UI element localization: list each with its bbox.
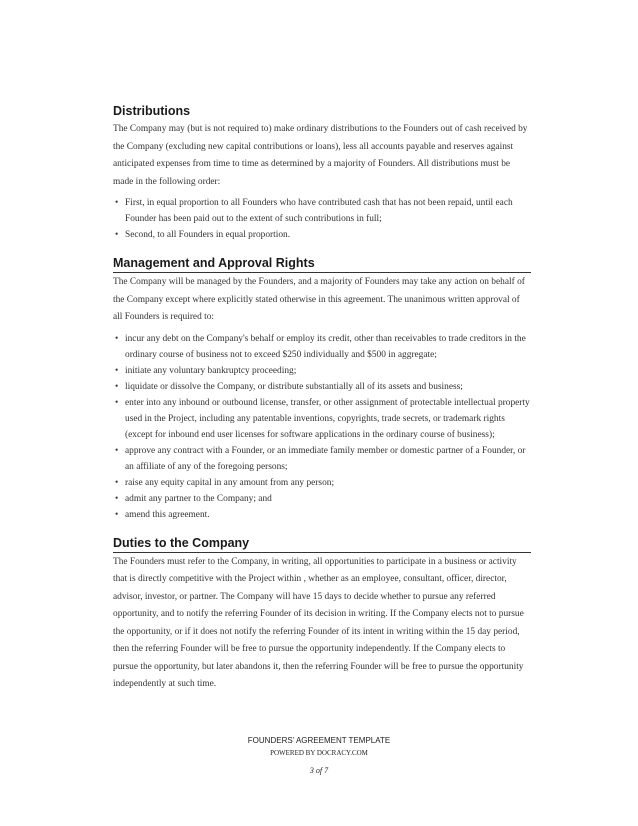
bullet-icon: •: [115, 445, 119, 456]
section-duties: [113, 535, 531, 694]
list-item: [113, 507, 531, 523]
list-item: [113, 475, 531, 491]
list-item-text: admit any partner to the Company; and: [125, 493, 272, 504]
section-management: [113, 255, 531, 523]
footer-powered-by: POWERED BY DOCRACY.COM: [270, 749, 368, 757]
section-distributions: [113, 103, 531, 243]
list-item-text: approve any contract with a Founder, or an immediate family member or domestic partner of a Founder, or an affiliate of any of the foregoing persons;: [125, 445, 526, 472]
bullet-icon: •: [115, 230, 119, 240]
page-content: [113, 103, 531, 702]
bullet-icon: •: [115, 333, 119, 344]
bullet-icon: •: [115, 477, 119, 488]
list-item-text: initiate any voluntary bankruptcy proceeding;: [125, 365, 297, 376]
section-body-management: The Company will be managed by the Founders, and a majority of Founders may take any action on behalf of the Company except where explicitly stated otherwise in this agreement. The unanimous written approval of all Founders is required to:: [113, 277, 525, 322]
bullet-list-management: [113, 331, 531, 523]
bullet-icon: •: [115, 493, 119, 504]
section-body-distributions: The Company may (but is not required to) make ordinary distributions to the Founders out of cash received by the Company (excluding new capital contributions or loans), less all accounts payable and reserves against anticipated expenses from time to time as determined by a majority of Founders. All distributions must be made in the following order:: [113, 124, 528, 187]
section-heading-duties: Duties to the Company: [113, 535, 531, 553]
list-item: [113, 331, 531, 363]
bullet-icon: •: [115, 198, 119, 208]
list-item: [113, 363, 531, 379]
list-item-text: liquidate or dissolve the Company, or distribute substantially all of its assets and business;: [125, 381, 463, 392]
bullet-icon: •: [115, 397, 119, 408]
bullet-icon: •: [115, 365, 119, 376]
list-item: [113, 227, 531, 243]
list-item: [113, 379, 531, 395]
bullet-list-distributions: [113, 195, 531, 243]
section-heading-distributions: Distributions: [113, 104, 191, 118]
list-item-text: amend this agreement.: [125, 509, 210, 520]
list-item: [113, 395, 531, 443]
list-item-text: Second, to all Founders in equal proportion.: [125, 230, 291, 240]
list-item-text: raise any equity capital in any amount from any person;: [125, 477, 335, 488]
footer-title: FOUNDERS’ AGREEMENT TEMPLATE: [247, 736, 391, 745]
bullet-icon: •: [115, 509, 119, 520]
section-heading-management: Management and Approval Rights: [113, 255, 531, 273]
bullet-icon: •: [115, 381, 119, 392]
page-number: 3 of 7: [309, 766, 329, 775]
list-item: [113, 491, 531, 507]
list-item-text: incur any debt on the Company's behalf or employ its credit, other than receivables to trade creditors in the ordinary course of business not to exceed $250 individually and $500 in aggregate;: [125, 333, 526, 360]
list-item-text: enter into any inbound or outbound license, transfer, or other assignment of protectable intellectual property used in the Project, including any patentable inventions, copyrights, trade secrets, or trademark rights (except for inbound end user licenses for software applications in the ordinary course of business);: [125, 397, 530, 440]
list-item: [113, 195, 531, 227]
list-item-text: First, in equal proportion to all Founders who have contributed cash that has not been repaid, until each Founder has been paid out to the extent of such contributions in full;: [125, 198, 513, 224]
section-body-duties: The Founders must refer to the Company, in writing, all opportunities to participate in a business or activity that is directly competitive with the Project within , whether as an employee, consultant, officer, director, advisor, investor, or partner. The Company will have 15 days to decide whether to pursue any referred opportunity, and to notify the referring Founder of its decision in writing. If the Company elects not to pursue the opportunity, or if it does not notify the referring Founder of its intent in writing within the 15 day period, then the referring Founder will be free to pursue the opportunity independently. If the Company elects to pursue the opportunity, but later abandons it, then the referring Founder will be free to pursue the opportunity independently at such time.: [113, 556, 524, 689]
list-item: [113, 443, 531, 475]
